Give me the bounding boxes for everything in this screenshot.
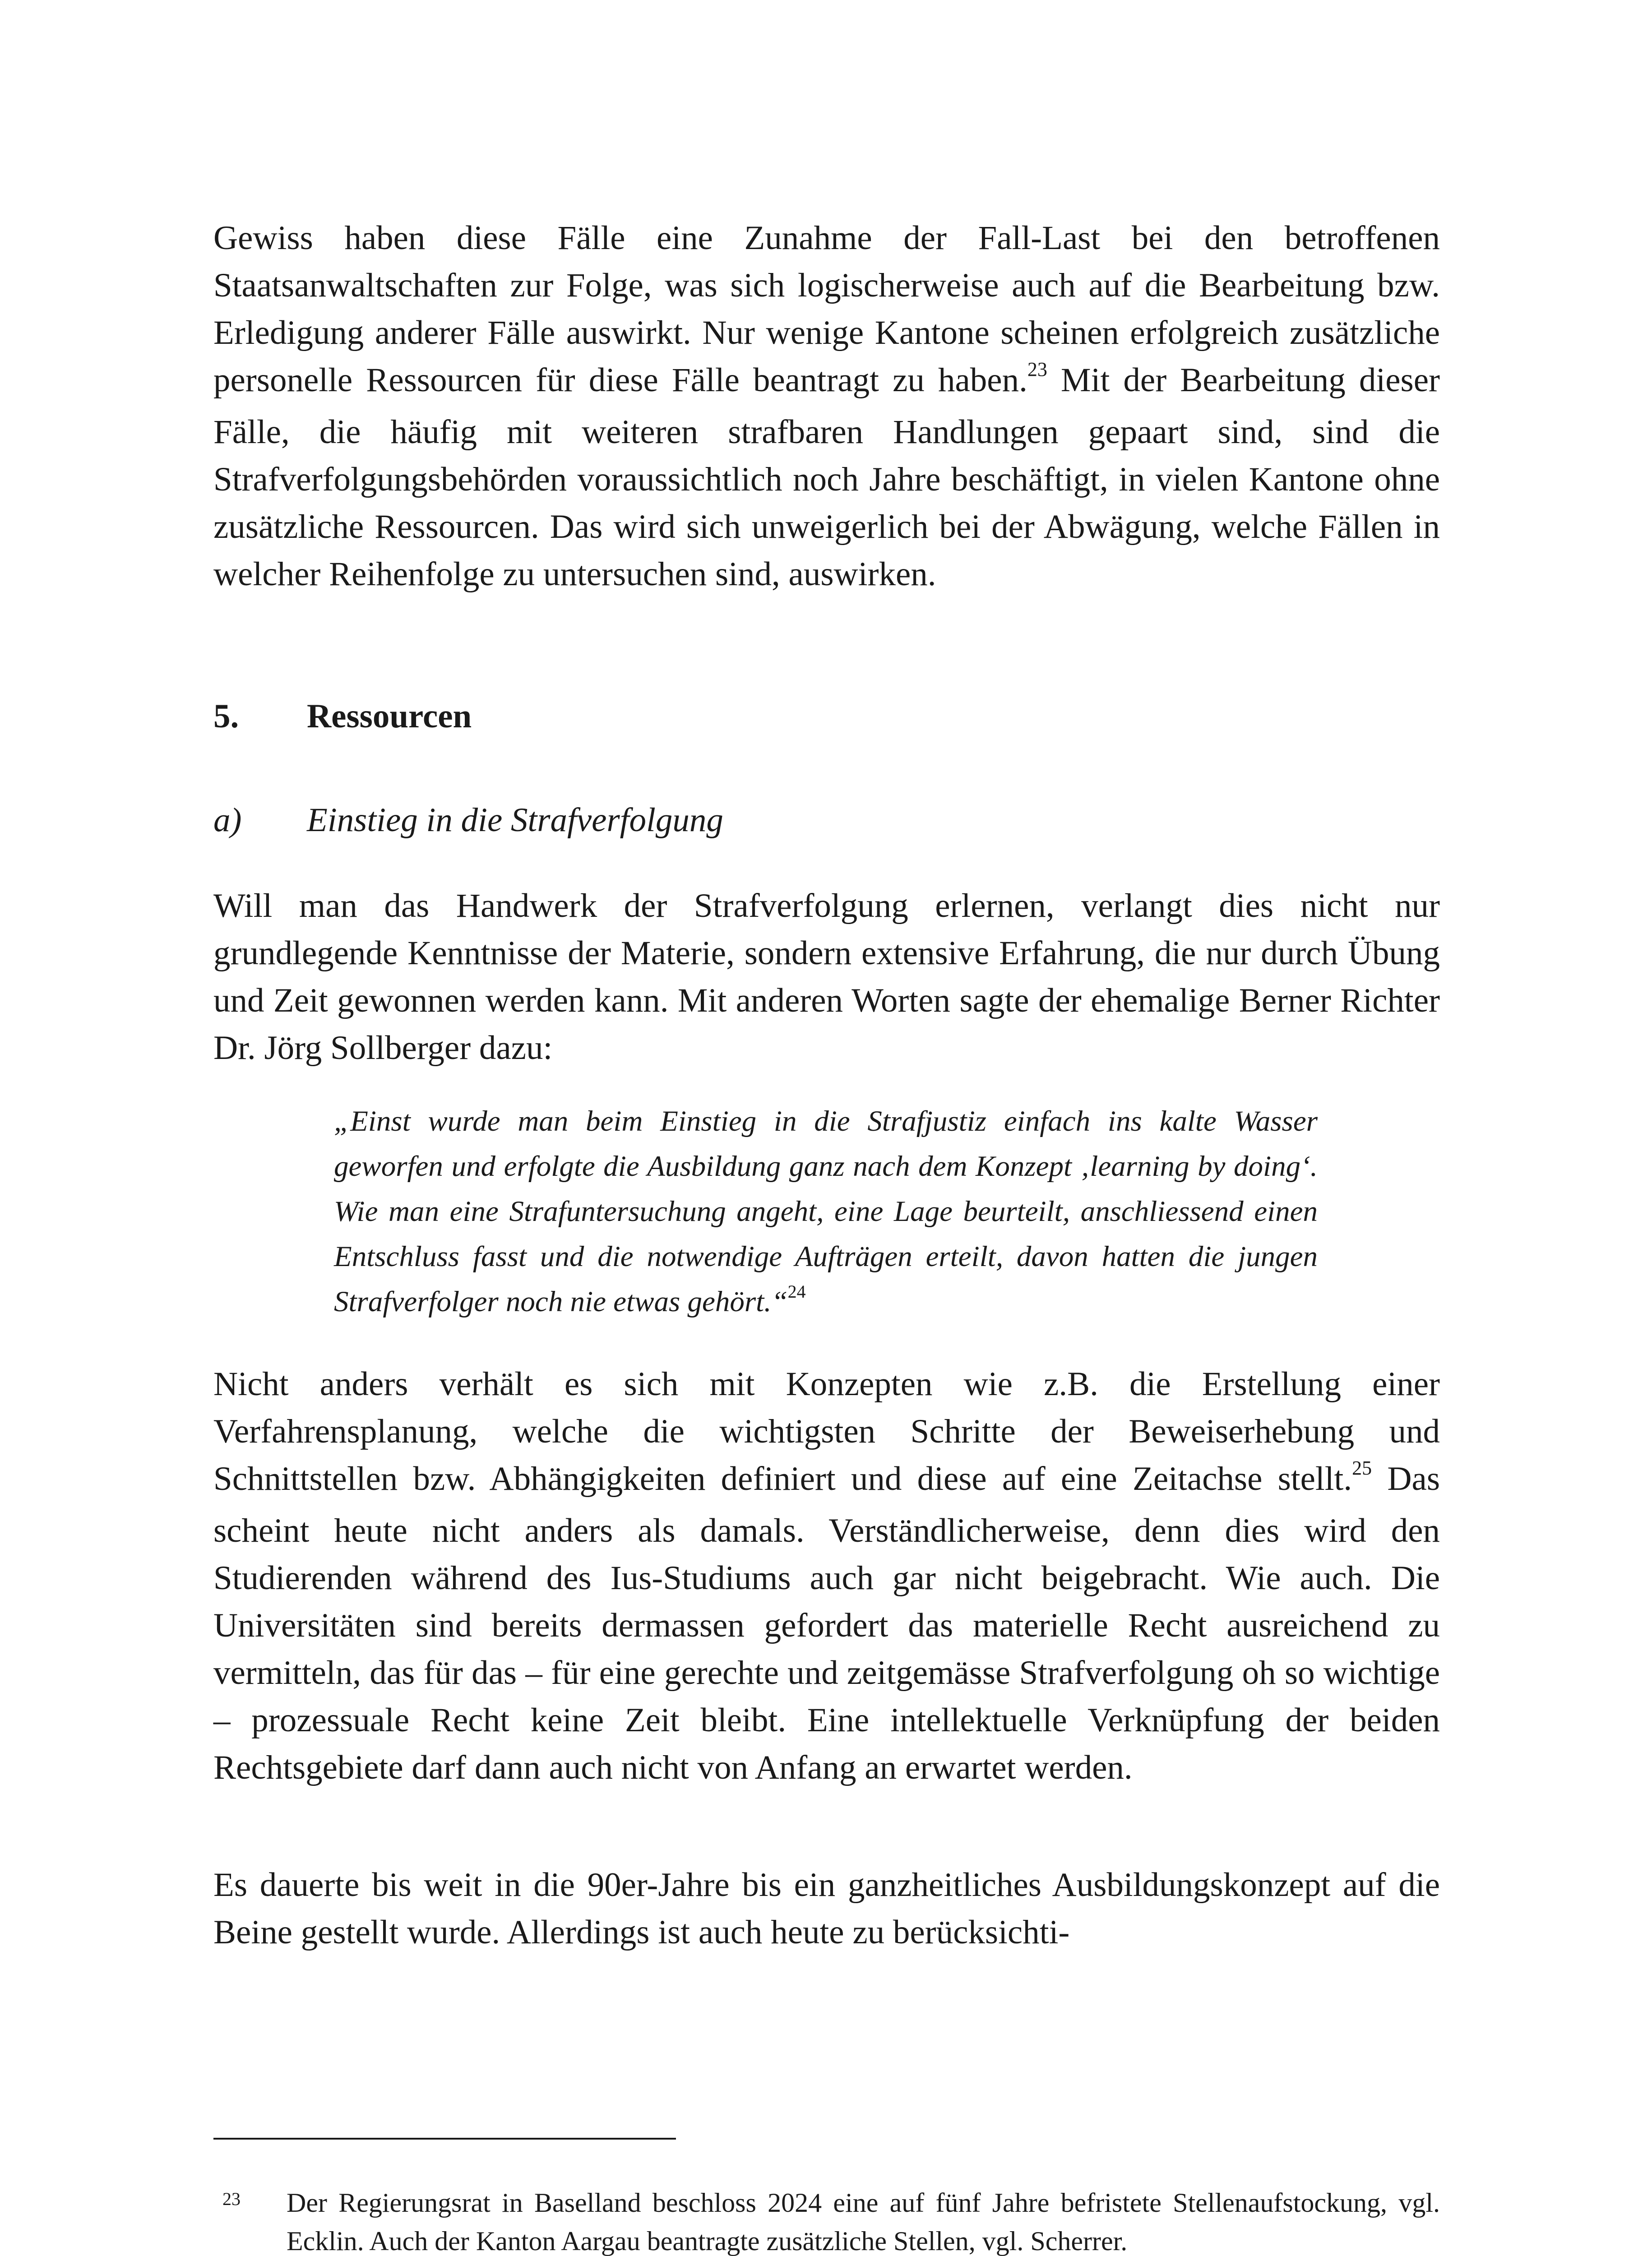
footnote-ref-24[interactable]: 24: [787, 1281, 806, 1302]
section-heading: [213, 693, 1440, 740]
paragraph-text: Das scheint heute nicht anders als damals. Verständlicherweise, denn dies wird den Studierenden während des Ius-Studiums auch gar nicht beigebracht. Wie auch. Die Universitäten sind bereits dermassen gefordert das materielle Recht ausreichend zu vermitteln, das für das – für eine gerechte und zeitgemässe Strafverfolgung oh so wichtige – prozessuale Recht keine Zeit bleibt. Eine intellektuelle Verknüpfung der beiden Rechtsgebiete darf dann auch nicht von Anfang an erwartet werden.: [213, 1460, 1440, 1786]
footnote-ref-25[interactable]: 25: [1352, 1457, 1372, 1479]
footnote: [213, 2184, 1440, 2256]
body-paragraph-1: [213, 214, 1440, 598]
footnote-text: Der Regierungsrat in Baselland beschloss 2024 eine auf fünf Jahre befristete Stellenaufstockung, vgl. Ecklin. Auch der Kanton Aargau beantragte zusätzliche Stellen, vgl. Scherrer.: [287, 2188, 1440, 2256]
footnote-separator: [213, 2138, 676, 2140]
body-paragraph-2: Will man das Handwerk der Strafverfolgung erlernen, verlangt dies nicht nur grundlegende Kenntnisse der Materie, sondern extensive Erfahrung, die nur durch Übung und Zeit gewonnen werden kann. Mit anderen Worten sagte der ehemalige Berner Richter Dr. Jörg Sollberger dazu:: [213, 887, 1440, 1067]
subsection-number: a): [213, 801, 242, 839]
footnote-ref-23[interactable]: 23: [1027, 358, 1047, 380]
body-paragraph-4: Es dauerte bis weit in die 90er-Jahre bis ein ganzheitliches Ausbildungskonzept auf die Beine gestellt wurde. Allerdings ist auch heute zu berücksichti-: [213, 1866, 1440, 1951]
paragraph-text: Nicht anders verhält es sich mit Konzepten wie z.B. die Erstellung einer Verfahrensplanung, welche die wichtigsten Schritte der Beweiserhebung und Schnittstellen bzw. Abhängigkeiten definiert und diese auf eine Zeitachse stellt.: [213, 1365, 1440, 1498]
body-paragraph-3: [213, 1360, 1440, 1791]
block-quote: [334, 1099, 1318, 1328]
subsection-title: Einstieg in die Strafverfolgung: [307, 801, 723, 839]
section-title: Ressourcen: [307, 698, 472, 735]
footnote-number: 23: [222, 2189, 241, 2209]
paragraph-text: Mit der Bearbeitung dieser Fälle, die häufig mit weiteren strafbaren Handlungen gepaart sind, sind die Strafverfolgungsbehörden voraussichtlich noch Jahre beschäftigt, in vielen Kantone ohne zusätzliche Ressourcen. Das wird sich unweigerlich bei der Abwägung, welche Fällen in welcher Reihenfolge zu untersuchen sind, auswirken.: [213, 361, 1440, 593]
paragraph-text: Gewiss haben diese Fälle eine Zunahme der Fall-Last bei den betroffenen Staatsanwaltschaften zur Folge, was sich logischerweise auch auf die Bearbeitung bzw. Erledigung anderer Fälle auswirkt. Nur wenige Kantone scheinen erfolgreich zusätzliche personelle Ressourcen für diese Fälle beantragt zu haben.: [213, 219, 1440, 399]
quote-text: „Einst wurde man beim Einstieg in die Strafjustiz einfach ins kalte Wasser geworfen und erfolgte die Ausbildung ganz nach dem Konzept ‚learning by doing‘. Wie man eine Strafuntersuchung angeht, eine Lage beurteilt, anschliessend einen Entschluss fasst und die notwendige Aufträgen erteilt, davon hatten die jungen Strafverfolger noch nie etwas gehört.“: [334, 1105, 1318, 1318]
section-number: 5.: [213, 698, 239, 735]
subsection-heading: [213, 796, 1440, 844]
